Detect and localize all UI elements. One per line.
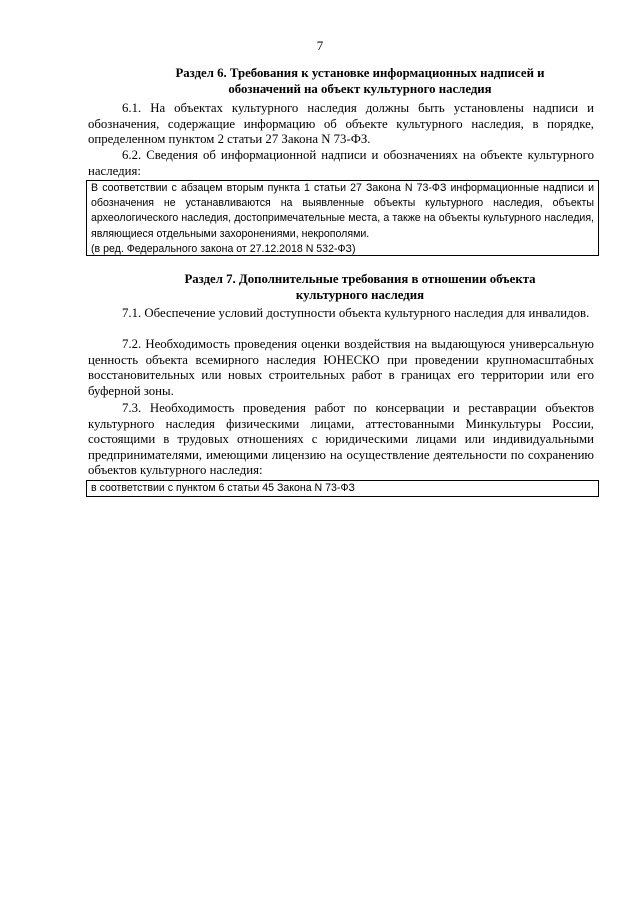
- box-text: в соответствии с пунктом 6 статьи 45 Закона N 73-ФЗ: [91, 482, 355, 494]
- paragraph-6-1: 6.1. На объектах культурного наследия должны быть установлены надписи и обозначения, содержащие информацию об объекте культурного наследия, в порядке, определенном пунктом 2 статьи 27 Закона N 73-ФЗ.: [88, 101, 594, 147]
- paragraph-7-2: 7.2. Необходимость проведения оценки воздействия на выдающуюся универсальную ценность объекта всемирного наследия ЮНЕСКО при проведении крупномасштабных восстановительных или новых строительных работ в границах его территории или его буферной зоны.: [88, 337, 594, 398]
- page-number: 7: [316, 38, 324, 53]
- paragraph-7-3: 7.3. Необходимость проведения работ по консервации и реставрации объектов культурного наследия физическими лицами, аттестованными Минкультуры России, состоящими в трудовых отношениях с юридическими лицами или индивидуальными предпринимателями, имеющими лицензию на осуществление деятельности по сохранению объектов культурного наследия:: [88, 401, 594, 478]
- section-6-info-box: [86, 180, 599, 256]
- section-6-title: Раздел 6. Требования к установке информационных надписей и обозначений на объект культурного наследия: [175, 66, 545, 96]
- paragraph-6-2: 6.2. Сведения об информационной надписи и обозначениях на объекте культурного наследия:: [88, 148, 594, 178]
- paragraph-7-1: 7.1. Обеспечение условий доступности объекта культурного наследия для инвалидов.: [122, 306, 590, 320]
- box-text: В соответствии с абзацем вторым пункта 1 статьи 27 Закона N 73-ФЗ информационные надписи и обозначения не устанавливаются на выявленные объекты культурного наследия, объекты археологического наследия, достопримечательные места, а также на объекты культурного наследия, являющиеся отдельными захоронениями, некрополями.: [91, 182, 594, 240]
- section-7-title: Раздел 7. Дополнительные требования в отношении объекта культурного наследия: [184, 272, 536, 302]
- section-7-info-box: [86, 480, 599, 497]
- box-amendment-note: (в ред. Федерального закона от 27.12.2018 N 532-ФЗ): [91, 242, 356, 255]
